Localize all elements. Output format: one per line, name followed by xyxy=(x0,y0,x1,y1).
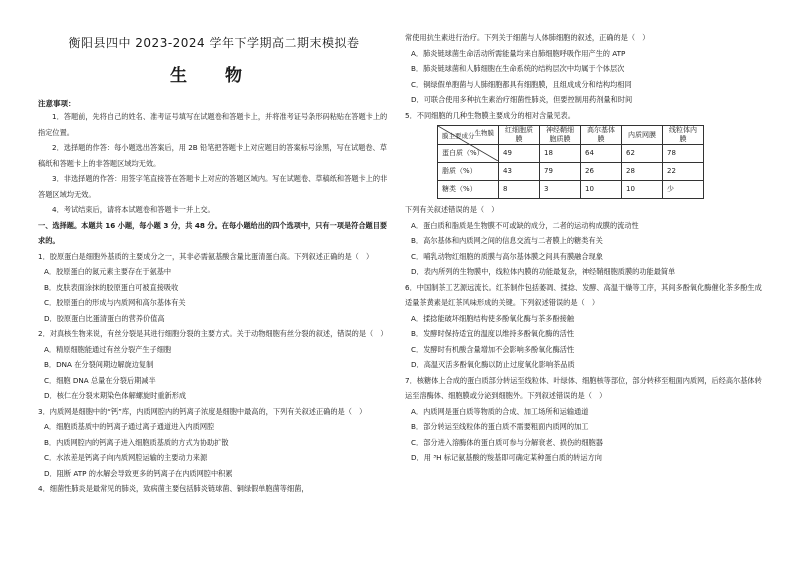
table-cell: 49 xyxy=(499,145,540,163)
left-column xyxy=(38,0,390,497)
notes-heading: 注意事项： xyxy=(38,99,76,108)
q6-option-b: B．发酵时保持适宜的温度以维持多酚氧化酶的活性 xyxy=(411,329,575,338)
section-title: 一、选择题。本题共 16 小题，每小题 3 分，共 48 分。在每小题给出的四个选项中，只有一项是符合题目要求的。 xyxy=(38,220,388,245)
table-row xyxy=(438,163,704,181)
note-item: 2．选择题的作答：每小题选出答案后，用 2B 铅笔把答题卡上对应题目的答案标号涂黑，写在试题卷、草稿纸和答题卡上的非答题区域均无效。 xyxy=(38,143,387,168)
q3-stem: 3．内质网是细胞中的“钙”库，内质网腔内的钙离子浓度是细胞中最高的，下列有关叙述正确的是（ ） xyxy=(38,406,367,416)
q4-option-a: A．肺炎链球菌生命活动所需能量均来自肺细胞呼吸作用产生的 ATP xyxy=(411,48,626,58)
q3-option-c: C．水浓差是钙离子向内质网腔运输的主要动力来源 xyxy=(44,453,208,462)
q4-stem-continued: 常使用抗生素进行治疗。下列关于细菌与人体肺细胞的叙述，正确的是（ ） xyxy=(405,33,650,42)
table-cell: 少 xyxy=(663,181,704,199)
table-cell: 43 xyxy=(499,163,540,181)
q2-option-c: C．细胞 DNA 总量在分裂后期减半 xyxy=(44,375,156,385)
table-cell: 10 xyxy=(622,181,663,199)
subject-title: 生 物 xyxy=(170,66,258,86)
q3-option-d: D．阻断 ATP 的水解会导致更多的钙离子在内质网腔中积累 xyxy=(44,468,233,478)
q6-stem: 6．中国制茶工艺源远流长。红茶制作包括萎凋、揉捻、发酵、高温干燥等工序，其间多酚氧化酶催化茶多酚生成适量茶黄素是红茶风味形成的关键。下列叙述错误的是（ ） xyxy=(405,282,762,307)
q4-option-c: C．铜绿假单胞菌与人肺细胞都具有细胞膜，且组成成分和结构均相同 xyxy=(411,79,632,89)
q5-stem: 5．不同细胞的几种生物膜主要成分的相对含量见表。 xyxy=(405,110,575,120)
q2-option-a: A．精原细胞能通过有丝分裂产生子细胞 xyxy=(44,344,172,354)
table-cell: 26 xyxy=(581,163,622,181)
q5-option-a: A．蛋白质和脂质是生物膜不可或缺的成分，二者的运动构成膜的流动性 xyxy=(411,220,639,230)
table-header-cell: 高尔基体膜 xyxy=(581,126,622,145)
q5-option-d: D．表内所列的生物膜中，线粒体内膜的功能最复杂，神经鞘细胞质膜的功能最简单 xyxy=(411,267,676,276)
table-cell: 79 xyxy=(540,163,581,181)
table-cell: 28 xyxy=(622,163,663,181)
table-header-cell: 神经鞘细胞质膜 xyxy=(540,126,581,145)
table-corner-cell xyxy=(438,126,499,145)
table-header-cell: 线粒体内膜 xyxy=(663,126,704,145)
q2-option-d: D．核仁在分裂末期染色体解螺旋时重新形成 xyxy=(44,391,187,400)
q1-option-b: B．皮肤表面涂抹的胶原蛋白可被直接吸收 xyxy=(44,282,179,292)
row-label: 糖类（%） xyxy=(438,181,499,199)
note-item: 1．答题前，先将自己的姓名、准考证号填写在试题卷和答题卡上，并将准考证号条形码粘贴在答题卡上的指定位置。 xyxy=(38,112,388,137)
q2-option-b: B．DNA 在分裂间期边解旋边复制 xyxy=(44,360,154,369)
q7-option-a: A．内质网是蛋白质等物质的合成、加工场所和运输通道 xyxy=(411,406,589,416)
table-cell: 18 xyxy=(540,145,581,163)
table-cell: 3 xyxy=(540,181,581,199)
corner-bottom-label: 膜主要成分 xyxy=(442,132,475,140)
q5-option-b: B．高尔基体和内质网之间的信息交流与二者膜上的糖类有关 xyxy=(411,236,603,245)
row-label: 脂质（%） xyxy=(438,163,499,181)
q1-stem: 1．胶原蛋白是细胞外基质的主要成分之一，其非必需氨基酸含量比蛋清蛋白高。下列叙述正确的是（ ） xyxy=(38,251,374,261)
table-header-row xyxy=(438,126,704,145)
exam-title: 衡阳县四中 2023-2024 学年下学期高二期末模拟卷 xyxy=(68,36,360,50)
q7-option-c: C．部分进入溶酶体的蛋白质可参与分解衰老、损伤的细胞器 xyxy=(411,437,603,447)
q1-option-a: A．胶原蛋白的氮元素主要存在于氨基中 xyxy=(44,267,172,276)
membrane-composition-table xyxy=(437,125,704,199)
q6-option-c: C．发酵时有机酸含量增加不会影响多酚氧化酶活性 xyxy=(411,344,575,354)
q3-option-b: B．内质网腔内的钙离子进入细胞质基质的方式为协助扩散 xyxy=(44,437,229,447)
q4-stem-start: 4．细菌性肺炎是最常见的肺炎，致病菌主要包括肺炎链球菌、铜绿假单胞菌等细菌， xyxy=(38,484,309,493)
q7-stem: 7．核糖体上合成的蛋白质部分转运至线粒体、叶绿体、细胞核等部位，部分转移至粗面内质网，后经高尔基体转运至溶酶体、细胞膜或分泌到细胞外。下列叙述错误的是（ ） xyxy=(405,375,762,400)
q3-option-a: A．细胞质基质中的钙离子通过离子通道进入内质网腔 xyxy=(44,422,215,431)
q7-option-d: D．用 ³H 标记氨基酸的羧基即可确定某种蛋白质的转运方向 xyxy=(411,453,602,462)
corner-top-label: 生物膜 xyxy=(474,129,494,137)
row-label: 蛋白质（%） xyxy=(438,145,499,163)
q2-stem: 2．对真核生物来说，有丝分裂是其进行细胞分裂的主要方式。关于动物细胞有丝分裂的叙述，错误的是（ ） xyxy=(38,329,388,338)
table-cell: 22 xyxy=(663,163,704,181)
table-cell: 8 xyxy=(499,181,540,199)
q6-option-a: A．揉捻能破坏细胞结构使多酚氧化酶与茶多酚接触 xyxy=(411,313,575,323)
q1-option-d: D．胶原蛋白比蛋清蛋白的营养价值高 xyxy=(44,313,165,323)
table-row xyxy=(438,181,704,199)
table-cell: 62 xyxy=(622,145,663,163)
q7-option-b: B．部分转运至线粒体的蛋白质不需要粗面内质网的加工 xyxy=(411,422,589,431)
q4-option-b: B．肺炎链球菌和人肺细胞在生命系统的结构层次中均属于个体层次 xyxy=(411,64,625,73)
table-cell: 64 xyxy=(581,145,622,163)
q5-option-c: C．哺乳动物红细胞的质膜与高尔基体膜之间具有膜融合现象 xyxy=(411,251,603,261)
table-cell: 78 xyxy=(663,145,704,163)
q6-option-d: D．高温灭活多酚氧化酶以防止过度氧化影响茶品质 xyxy=(411,360,575,369)
note-item: 3．非选择题的作答：用签字笔直接答在答题卡上对应的答题区域内。写在试题卷、草稿纸和答题卡上的非答题区域均无效。 xyxy=(38,174,388,199)
table-header-cell: 内质网膜 xyxy=(622,126,663,145)
right-column xyxy=(405,0,765,466)
table-header-cell: 红细胞质膜 xyxy=(499,126,540,145)
q5-question: 下列有关叙述错误的是（ ） xyxy=(405,205,499,214)
note-item: 4．考试结束后，请将本试题卷和答题卡一并上交。 xyxy=(52,205,215,214)
q1-option-c: C．胶原蛋白的形成与内质网和高尔基体有关 xyxy=(44,298,186,307)
table-cell: 10 xyxy=(581,181,622,199)
q4-option-d: D．可联合使用多种抗生素治疗细菌性肺炎，但要控制用药剂量和时间 xyxy=(411,95,633,104)
